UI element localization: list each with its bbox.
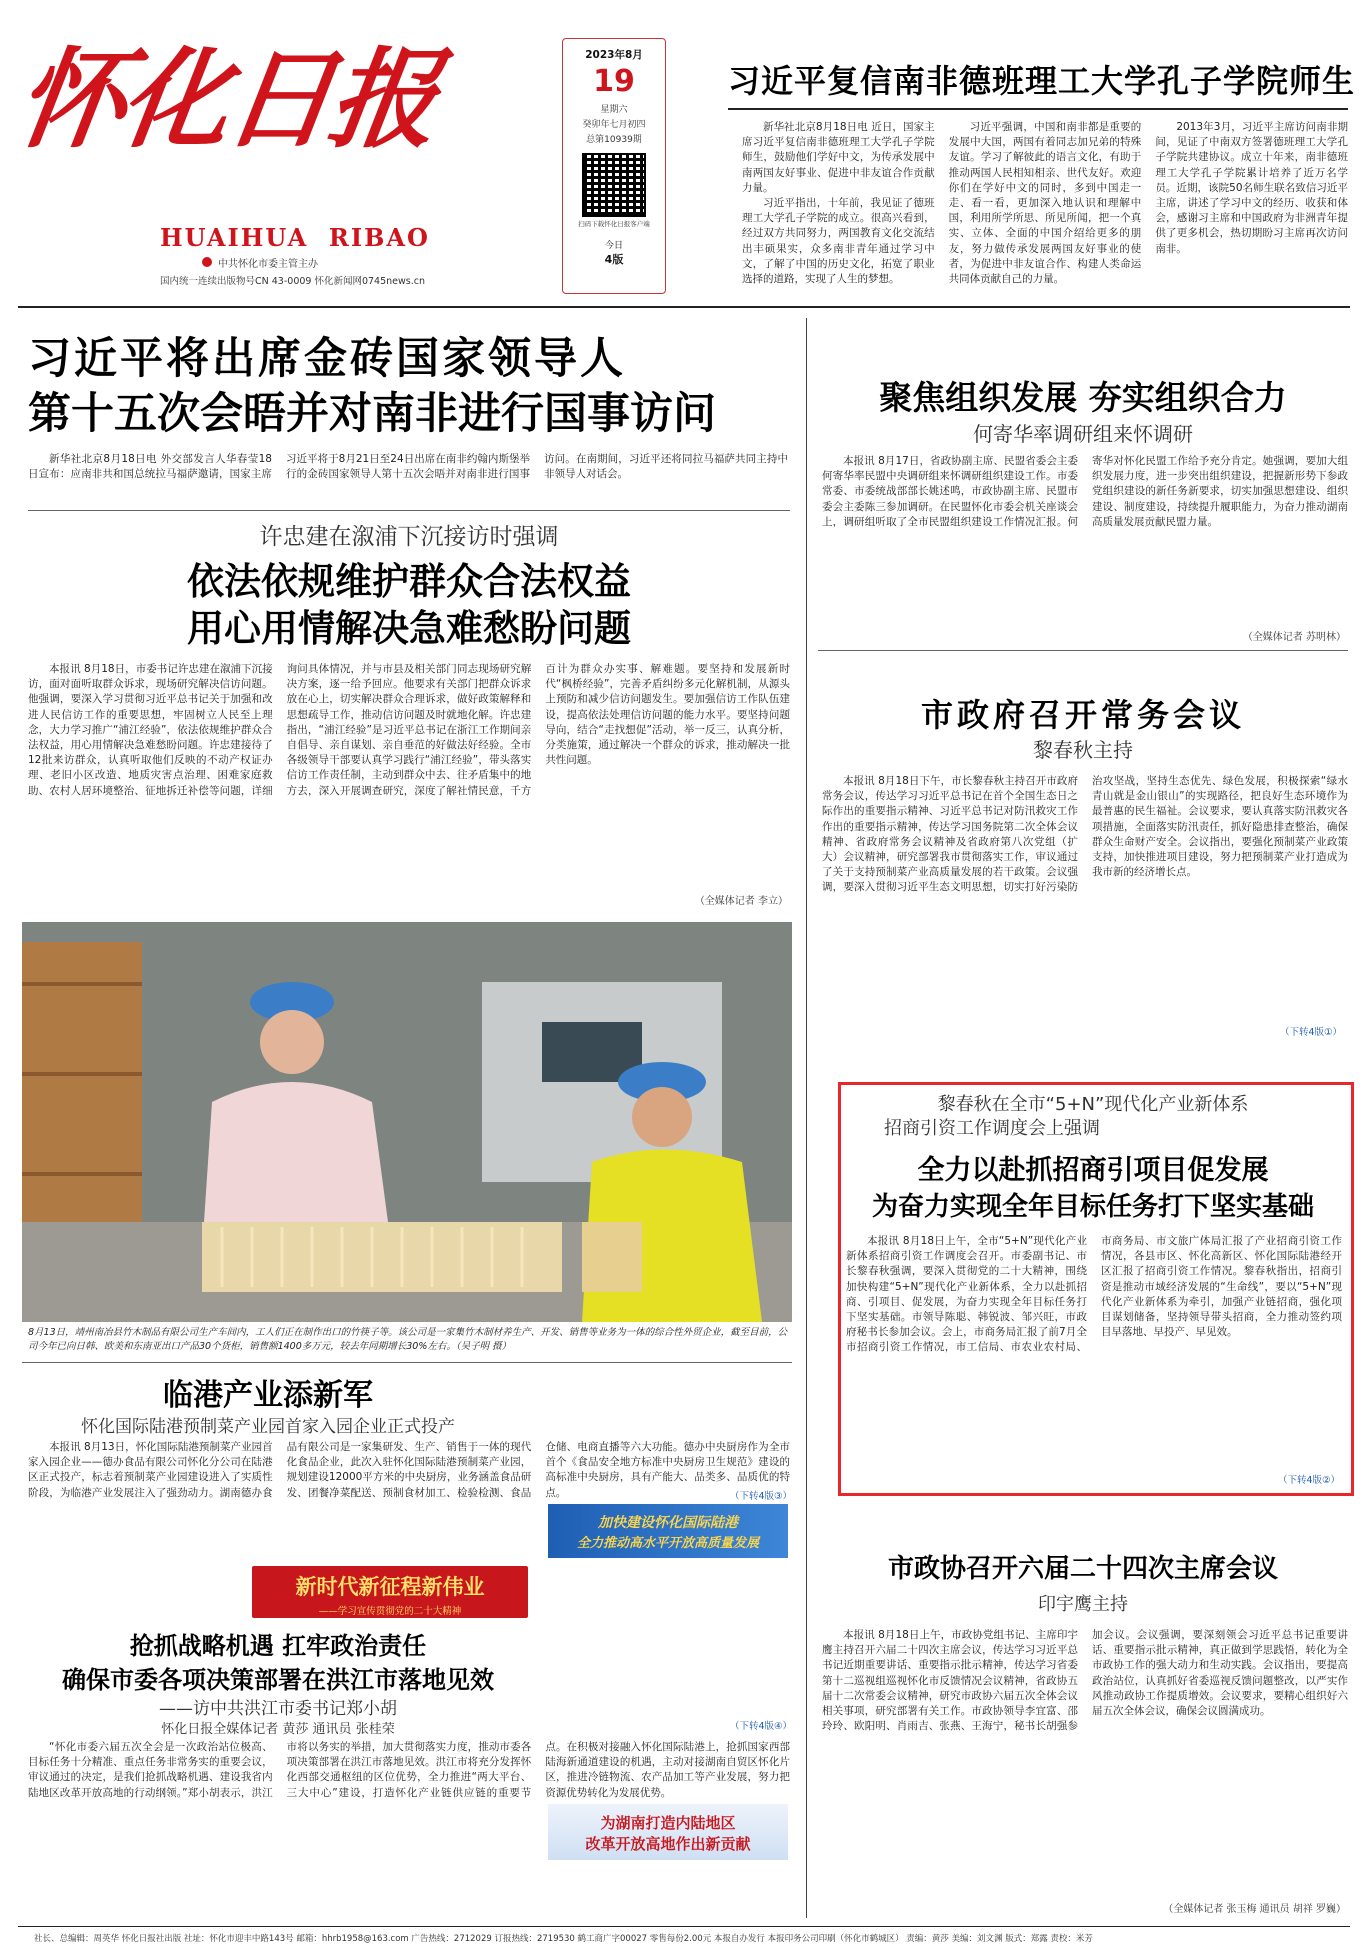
hongjiang-byline: 怀化日报全媒体记者 黄莎 通讯员 张桂荣 bbox=[161, 1722, 395, 1737]
zuzhi-paragraph: 本报讯 8月17日，省政协副主席、民盟省委会主委何寄华率民盟中央调研组来怀调研组织建设工作。市委常委、市委统战部部长姚述鸣，市政协副主席、民盟市委会主委陈三参加调研。在民盟怀化市委会机关座谈会上，调研组听取了全市民盟组织建设工作情况汇报。何寄华对怀化民盟工作给予充分肯定。她强调，要加大组织发展力度，进一步突出组织建设，把握新形势下参政党组织建设的新任务新要求，切实加强思想建设、组织建设、制度建设，持续提升履职能力，为奋力推动湖南高质量发展贡献民盟力量。 bbox=[822, 455, 1348, 528]
zhengxie-body bbox=[822, 1628, 1348, 1904]
lingang-subhead: 怀化国际陆港预制菜产业园首家入园企业正式投产 bbox=[81, 1417, 455, 1437]
top-story-headline[interactable]: 习近平复信南非德班理工大学孔子学院师生 bbox=[728, 62, 1356, 100]
photo-caption: 8月13日，靖州南冶县竹木制品有限公司生产车间内，工人们正在制作出口的竹筷子等。该公司是一家集竹木制材养生产、开发、销售等业务为一体的综合性外贸企业，截至目前，公司今年已向日韩、欧美和东南亚出口产品30个货柜，销售额1400多万元，较去年同期增长30%左右。（吴子明 摄） bbox=[28, 1327, 788, 1352]
shizhengfu-subhead: 黎春秋主持 bbox=[1033, 738, 1133, 762]
brics-headline-line1[interactable]: 习近平将出席金砖国家领导人 bbox=[28, 334, 626, 384]
hongjiang-subhead: ——访中共洪江市委书记郑小胡 bbox=[159, 1699, 397, 1719]
zuzhi-byline: （全媒体记者 苏明林） bbox=[1242, 632, 1346, 643]
today-label: 今日 bbox=[604, 241, 623, 251]
shizhengfu-headline[interactable]: 市政府召开常务会议 bbox=[920, 696, 1245, 734]
li-more-link[interactable]: （下转4版②） bbox=[1278, 1475, 1341, 1486]
top-story-paragraph: 习近平指出，十年前，我见证了德班理工大学孔子学院的成立。很高兴看到，经过双方共同努力，两国教育文化交流结出丰硕果实，众多南非青年通过学习中文，了解了中国的历史文化，拓宽了职业选择的道路，实现了人生的梦想。 bbox=[742, 197, 935, 286]
xinshidai-line1: 新时代新征程新伟业 bbox=[295, 1574, 485, 1599]
date-weekday: 星期六 bbox=[600, 105, 628, 115]
issue-number: 总第10939期 bbox=[586, 135, 642, 145]
newspaper-pinyin: HUAIHUA RIBAO bbox=[160, 223, 430, 252]
date-day: 19 bbox=[593, 64, 635, 99]
li-paragraph: 本报讯 8月18日上午，全市“5+N”现代化产业新体系招商引资工作调度会召开。市委副书记、市长黎春秋强调，要深入贯彻党的二十大精神，围绕加快构建“5+N”现代化产业新体系，全力以赴抓招商、引项目、促发展，为奋力实现全年目标任务打下坚实基础。市领导陈聪、韩锐波、邹兴旺，市政府秘书长参加会议。会上，市商务局汇报了前7月全市招商引资工作情况，市工信局、市农业农村局、市商务局、市文旅广体局汇报了产业招商引资工作情况，各县市区、怀化高新区、怀化国际陆港经开区汇报了招商引资工作情况。黎春秋指出，招商引资是推动市域经济发展的“生命线”，要以“5+N”现代化产业新体系为牵引，加强产业链招商，强化项目谋划储备，坚持领导带头招商，全力推动签约项目早落地、早投产、早见效。 bbox=[846, 1235, 1342, 1354]
li-body bbox=[846, 1234, 1342, 1472]
photo-rule bbox=[22, 1362, 792, 1363]
top-story-paragraph: 习近平强调，中国和南非都是重要的发展中大国，两国有着同志加兄弟的特殊友谊。学习了解彼此的语言文化，有助于推动两国人民相知相亲、世代友好。欢迎你们在学好中文的同时，多到中国走一走、看一看，更加深入地认识和理解中国，利用所学所思、所见所闻，把一个真实、立体、全面的中国介绍给更多的朋友，努力做传承发展两国友好事业的使者，为促进中非友谊合作、构建人类命运共同体贡献自己的力量。 bbox=[948, 121, 1142, 286]
top-story-rule bbox=[728, 108, 1348, 110]
publisher-logo-icon bbox=[202, 257, 212, 267]
hongjiang-banner[interactable] bbox=[548, 1804, 788, 1860]
page-count: 4版 bbox=[604, 253, 624, 266]
publisher-org: 中共怀化市委主管主办 bbox=[218, 259, 318, 270]
hongjiang-headline-line1[interactable]: 抢抓战略机遇 扛牢政治责任 bbox=[129, 1631, 427, 1660]
zhengxie-byline: （全媒体记者 张玉梅 通讯员 胡祥 罗巍） bbox=[1163, 1904, 1346, 1915]
newspaper-title: 怀化日报 bbox=[9, 37, 443, 163]
zuzhi-headline[interactable]: 聚焦组织发展 夯实组织合力 bbox=[879, 378, 1287, 417]
li-kicker-line2: 招商引资工作调度会上强调 bbox=[884, 1118, 1100, 1139]
hongjiang-banner-line2: 改革开放高地作出新贡献 bbox=[585, 1835, 751, 1853]
footer-rule bbox=[18, 1926, 1350, 1927]
xu-headline-line1[interactable]: 依法依规维护群众合法权益 bbox=[187, 559, 631, 603]
date-box bbox=[562, 38, 666, 294]
brics-headline-line2[interactable]: 第十五次会晤并对南非进行国事访问 bbox=[28, 389, 716, 439]
zuzhi-rule bbox=[818, 650, 1348, 651]
qr-code-icon[interactable] bbox=[582, 153, 646, 217]
xu-byline: （全媒体记者 李立） bbox=[694, 896, 788, 907]
shizhengfu-paragraph: 本报讯 8月18日下午，市长黎春秋主持召开市政府常务会议，传达学习习近平总书记在首个全国生态日之际作出的重要指示精神、习近平总书记对防汛救灾工作作出的重要指示精神，传达学习国务院第二次全体会议精神、省政府常务会议精神及省政府第八次党组（扩大）会议精神，研究部署我市贯彻落实工作，审议通过了关于支持预制菜产业高质量发展的若干政策。会议强调，要深入贯彻习近平生态文明思想，切实打好污染防治攻坚战，坚持生态优先、绿色发展，积极探索“绿水青山就是金山银山”的实现路径，把良好生态环境作为最普惠的民生福祉。会议要求，要认真落实防汛救灾各项措施，全面落实防汛责任，抓好隐患排查整治，确保群众生命财产安全。会议指出，要强化预制菜产业政策支持，加快推进项目建设，努力把预制菜产业打造成为我市新的经济增长点。 bbox=[822, 775, 1348, 894]
lingang-headline[interactable]: 临港产业添新军 bbox=[163, 1378, 373, 1413]
brics-body bbox=[28, 452, 788, 504]
lingang-banner-line2: 全力推动高水平开放高质量发展 bbox=[576, 1536, 759, 1551]
xu-headline-line2[interactable]: 用心用情解决急难愁盼问题 bbox=[187, 606, 631, 650]
zuzhi-subhead: 何寄华率调研组来怀调研 bbox=[973, 422, 1193, 446]
masthead-logo bbox=[9, 37, 443, 190]
lingang-paragraph: 本报讯 8月13日，怀化国际陆港预制菜产业园首家入园企业——德办食品有限公司怀化分公司在陆港区正式投产，标志着预制菜产业园建设进入了实质性阶段，为临港产业发展注入了强劲动力。湖南德办食品有限公司是一家集研发、生产、销售于一体的现代化食品企业，此次入驻怀化国际陆港预制菜产业园，规划建设12000平方米的中央厨房，业务涵盖食品研发、团餐净菜配送、预制食材加工、检验检测、食品仓储、电商直播等六大功能。德办中央厨房作为全市首个《食品安全地方标准中央厨房卫生规范》建设的高标准中央厨房，具有产能大、品类多、品质优的特点。 bbox=[28, 1441, 790, 1499]
xu-body bbox=[28, 662, 790, 902]
xu-paragraph: 本报讯 8月18日，市委书记许忠建在溆浦下沉接访，面对面听取群众诉求，现场研究解决信访问题。他强调，要深入学习贯彻习近平总书记关于加强和改进人民信访工作的重要思想，牢固树立人民至上理念，大力学习推广“浦江经验”，依法依规维护群众合法权益，用心用情解决急难愁盼问题。许忠建接待了12批来访群众，认真听取他们反映的不动产权证办理、老旧小区改造、地质灾害点治理、困难家庭救助、农村人居环境整治、征地拆迁补偿等问题，详细询问具体情况，并与市县及相关部门同志现场研究解决方案，逐一给予回应。他要求有关部门把群众诉求放在心上，切实解决群众合理诉求，做好政策解释和思想疏导工作，推动信访问题及时就地化解。许忠建指出，“浦江经验”是习近平总书记在浙江工作期间亲自倡导、亲自谋划、亲自垂范的好做法好经验。全市各级领导干部要认真学习践行“浦江经验”，带头落实信访工作责任制，主动到群众中去、往矛盾集中的地方去，深入开展调查研究，深度了解社情民意，千方百计为群众办实事、解难题。要坚持和发展新时代“枫桥经验”，完善矛盾纠纷多元化解机制，从源头上预防和减少信访问题发生。要加强信访工作队伍建设，提高依法处理信访问题的能力水平。要坚持问题导向，结合“走找想促”活动，举一反三，认真分析，分类施策，通过解决一个群众的诉求，推动解决一批共性问题。 bbox=[28, 663, 790, 797]
cn-number: 国内统一连续出版物号CN 43-0009 怀化新闻网0745news.cn bbox=[160, 276, 425, 287]
xinshidai-banner[interactable] bbox=[252, 1566, 528, 1618]
date-year-month: 2023年8月 bbox=[585, 49, 643, 61]
top-story-paragraph: 新华社北京8月18日电 近日，国家主席习近平复信南非德班理工大学孔子学院师生，鼓励他们学好中文，为传承发展中南两国友好事业、促进中非友谊合作贡献力量。 bbox=[742, 121, 935, 194]
top-story-body bbox=[742, 120, 1348, 302]
top-story-paragraph: 2013年3月，习近平主席访问南非期间，见证了中南双方签署德班理工大学孔子学院共建协议。成立十年来，南非德班理工大学孔子学院累计培养了近万名学员。近期，该院50名师生联名致信习近平主席，讲述了学习中文的经历、收获和体会，感谢习主席和中国政府为非洲青年提供了更多机会，热切期盼习主席再次访问南非。 bbox=[1155, 121, 1348, 255]
hongjiang-banner-line1: 为湖南打造内陆地区 bbox=[600, 1814, 736, 1832]
zhengxie-subhead: 印宇鹰主持 bbox=[1038, 1594, 1128, 1615]
lingang-banner[interactable] bbox=[548, 1504, 788, 1558]
date-lunar: 癸卯年七月初四 bbox=[582, 120, 646, 130]
shizhengfu-more-link[interactable]: （下转4版①） bbox=[1280, 1027, 1343, 1038]
masthead-divider bbox=[18, 306, 1350, 308]
xu-kicker: 许忠建在溆浦下沉接访时强调 bbox=[259, 524, 559, 550]
xinshidai-line2: ——学习宣传贯彻党的二十大精神 bbox=[318, 1606, 462, 1617]
hongjiang-paragraph: “怀化市委六届五次全会是一次政治站位极高、目标任务十分精准、重点任务非常务实的重要会议，审议通过的决定，是我们抢抓战略机遇、建设我省内陆地区改革开放高地的行动纲领。”郑小胡表示，洪江市将以务实的举措，加大贯彻落实力度，推动市委各项决策部署在洪江市落地见效。洪江市将充分发挥怀化西部交通枢纽的区位优势，全力推进“两大平台、三大中心”建设，打造怀化产业链供应链的重要节点。在积极对接融入怀化国际陆港上，抢抓国家西部陆海新通道建设的机遇，主动对接湖南自贸区怀化片区，推进冷链物流、农产品加工等产业发展，努力把资源优势转化为发展优势。 bbox=[28, 1741, 790, 1799]
zhengxie-paragraph: 本报讯 8月18日上午，市政协党组书记、主席印宇鹰主持召开六届二十四次主席会议，传达学习习近平总书记近期重要讲话、重要指示批示精神，传达学习省委第十二巡视组巡视怀化市反馈情况会议精神，省政协五届十二次常委会议精神，研究市政协六届五次全体会议相关事项，研究部署有关工作。市政协领导李宜富、邵玲玲、欧阳明、肖雨吉、张燕、王海宁，秘书长胡强参加会议。会议强调，要深刻领会习近平总书记重要讲话、重要指示批示精神，真正做到学思践悟，转化为全市政协工作的强大动力和生动实践。会议指出，要提高政治站位，认真抓好省委巡视反馈问题整改，以严实作风推动政协工作提质增效。会议要求，要精心组织好六届五次全体会议，确保会议圆满成功。 bbox=[822, 1629, 1348, 1733]
factory-photo[interactable] bbox=[22, 922, 792, 1322]
factory-photo-illustration bbox=[22, 922, 792, 1322]
lingang-banner-line1: 加快建设怀化国际陆港 bbox=[598, 1515, 738, 1531]
zhengxie-headline[interactable]: 市政协召开六届二十四次主席会议 bbox=[887, 1554, 1278, 1584]
brics-paragraph: 新华社北京8月18日电 外交部发言人华春莹18日宣布：应南非共和国总统拉马福萨邀请，国家主席习近平将于8月21日至24日出席在南非约翰内斯堡举行的金砖国家领导人第十五次会晤并对南非进行国事访问。在南期间，习近平还将同拉马福萨共同主持中非领导人对话会。 bbox=[28, 453, 788, 481]
qr-caption: 扫码下载怀化日报客户端 bbox=[578, 220, 650, 228]
brics-rule bbox=[28, 510, 790, 511]
column-divider bbox=[806, 318, 807, 1918]
hongjiang-more-link[interactable]: （下转4版④） bbox=[730, 1721, 793, 1732]
shizhengfu-body bbox=[822, 774, 1348, 1026]
li-headline-line1[interactable]: 全力以赴抓招商引项目促发展 bbox=[917, 1155, 1269, 1186]
footer-text: 社长、总编辑：周英华 怀化日报社出版 社址：怀化市迎丰中路143号 邮箱：hhrb1958@163.com 广告热线：2712029 订报热线：2719530 鹤工商广字00027 零售每份2.00元 本报自办发行 本报印务公司印刷（怀化市鹤城区） 责编：黄莎 美编：刘文渊 版式：郑露 责校：米芳 bbox=[34, 1934, 1093, 1944]
li-headline-line2[interactable]: 为奋力实现全年目标任务打下坚实基础 bbox=[871, 1192, 1314, 1222]
hongjiang-headline-line2[interactable]: 确保市委各项决策部署在洪江市落地见效 bbox=[62, 1665, 494, 1694]
lingang-more-link[interactable]: （下转4版③） bbox=[730, 1491, 793, 1502]
li-kicker-line1: 黎春秋在全市“5+N”现代化产业新体系 bbox=[937, 1094, 1249, 1115]
zuzhi-body bbox=[822, 454, 1348, 632]
